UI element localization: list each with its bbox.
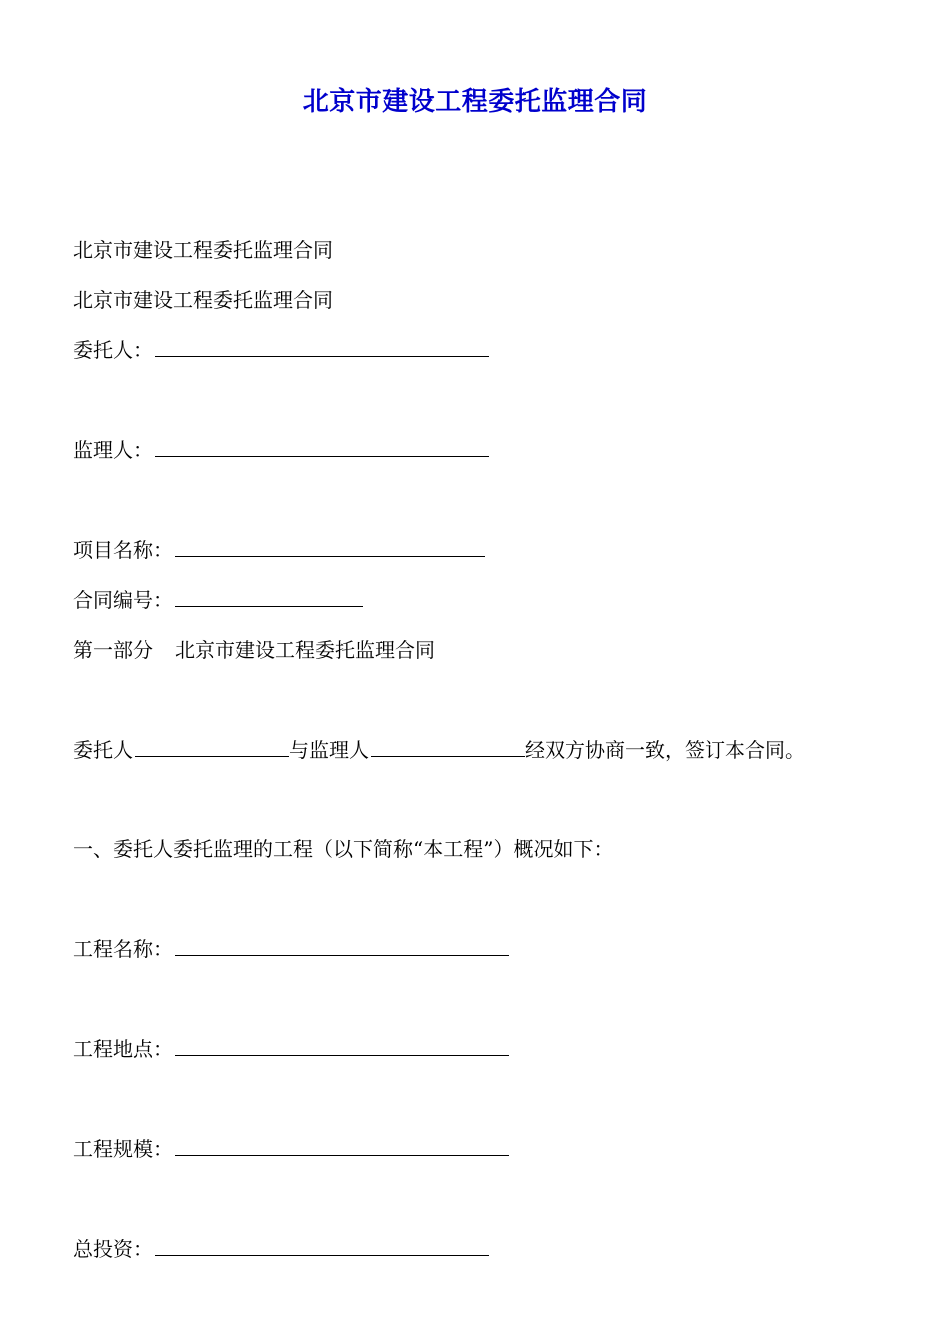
supervisor-name-blank[interactable]: [371, 736, 525, 757]
contract-number-label: 合同编号：: [73, 588, 173, 612]
project-name-label: 项目名称：: [73, 538, 173, 562]
client-blank[interactable]: [155, 336, 489, 357]
agreement-suffix: 经双方协商一致，签订本合同。: [525, 738, 805, 762]
part-title: 北京市建设工程委托监理合同: [175, 638, 435, 662]
project-name-field: [73, 536, 485, 564]
part-one-heading: [73, 636, 435, 664]
total-investment-blank[interactable]: [155, 1235, 489, 1256]
project-name-blank[interactable]: [175, 536, 485, 557]
heading-line-1: [73, 236, 333, 264]
contract-number-field: [73, 586, 363, 614]
agreement-prefix: 委托人: [73, 738, 133, 762]
project-title-label: 工程名称：: [73, 937, 173, 961]
supervisor-blank[interactable]: [155, 436, 489, 457]
part-label: 第一部分: [73, 638, 153, 662]
heading-line-2: [73, 286, 333, 314]
heading-text: 北京市建设工程委托监理合同: [73, 238, 333, 262]
project-scale-label: 工程规模：: [73, 1137, 173, 1161]
project-location-label: 工程地点：: [73, 1037, 173, 1061]
client-name-blank[interactable]: [135, 736, 289, 757]
supervisor-field: [73, 436, 489, 464]
client-field: [73, 336, 489, 364]
agreement-line: [73, 736, 805, 764]
document-title: 北京市建设工程委托监理合同: [302, 87, 648, 117]
project-location-field: [73, 1035, 509, 1063]
project-title-field: [73, 935, 509, 963]
total-investment-label: 总投资：: [73, 1237, 153, 1261]
section-one-heading: [73, 835, 613, 863]
client-label: 委托人：: [73, 338, 153, 362]
heading-text: 北京市建设工程委托监理合同: [73, 288, 333, 312]
project-location-blank[interactable]: [175, 1035, 509, 1056]
supervisor-label: 监理人：: [73, 438, 153, 462]
contract-number-blank[interactable]: [175, 586, 363, 607]
agreement-middle: 与监理人: [289, 738, 369, 762]
project-scale-field: [73, 1135, 509, 1163]
project-scale-blank[interactable]: [175, 1135, 509, 1156]
section-one-text: 一、委托人委托监理的工程（以下简称“本工程”）概况如下：: [73, 837, 614, 861]
total-investment-field: [73, 1235, 489, 1263]
project-title-blank[interactable]: [175, 935, 509, 956]
